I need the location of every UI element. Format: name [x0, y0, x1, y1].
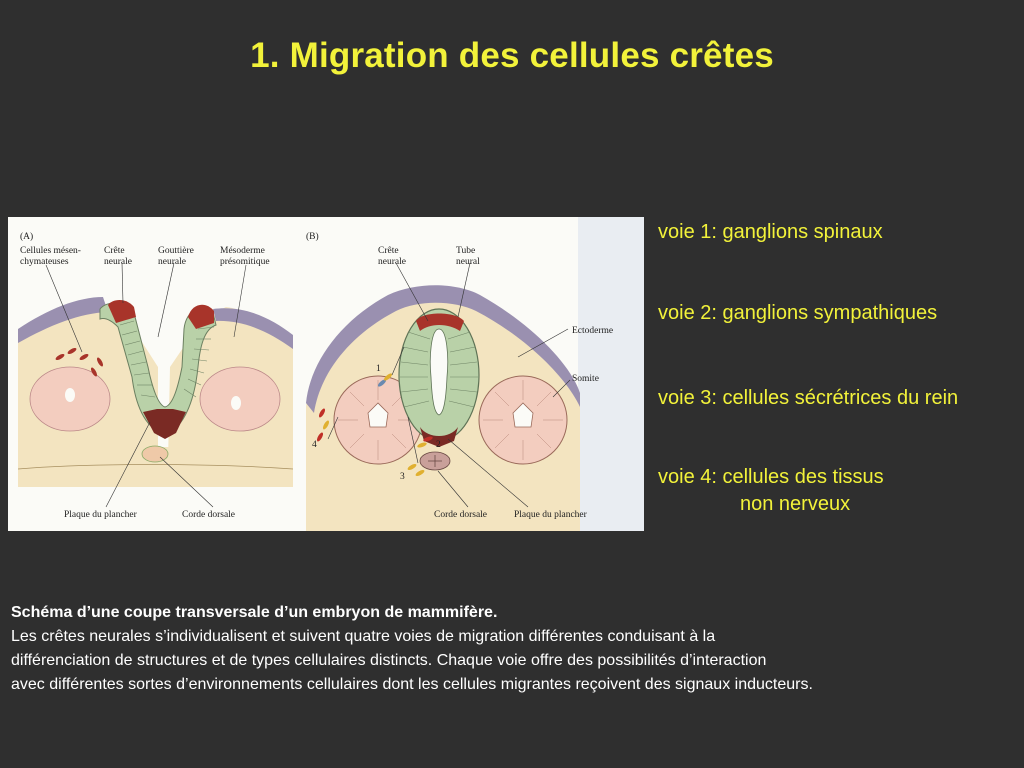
label-crete-a-1: Crête — [104, 246, 125, 256]
caption-line-1: Les crêtes neurales s’individualisent et suivent quatre voies de migration différentes conduisant à la — [11, 628, 716, 645]
label-crete-b-2: neurale — [378, 257, 406, 267]
presomitic-left-center — [65, 388, 75, 402]
label-mesoderme-2: présomitique — [220, 257, 270, 267]
label-somite: Somite — [572, 374, 599, 384]
label-corde-b: Corde dorsale — [434, 510, 488, 520]
panel-b — [306, 231, 613, 531]
label-plaque-a: Plaque du plancher — [64, 510, 137, 520]
label-gouttiere-2: neurale — [158, 257, 186, 267]
label-gouttiere-1: Gouttière — [158, 246, 194, 256]
route-4-label — [658, 464, 884, 518]
route-number-4: 4 — [312, 440, 317, 450]
label-cellules-2: chymateuses — [20, 257, 69, 267]
label-ectoderme: Ectoderme — [572, 326, 614, 336]
route-number-1: 1 — [376, 364, 381, 374]
route-4-line-1: voie 4: cellules des tissus — [658, 466, 884, 488]
route-1-label: voie 1: ganglions spinaux — [658, 221, 883, 243]
route-number-2: 2 — [436, 440, 441, 450]
label-plaque-b: Plaque du plancher — [514, 510, 587, 520]
caption — [11, 601, 1016, 697]
caption-line-3: avec différentes sortes d’environnements cellulaires dont les cellules migrantes reçoivent des signaux inducteurs. — [11, 676, 813, 693]
diagram-svg — [8, 217, 644, 531]
label-corde-a: Corde dorsale — [182, 510, 236, 520]
route-number-3: 3 — [400, 472, 405, 482]
panel-a — [18, 231, 293, 520]
label-crete-a-2: neurale — [104, 257, 132, 267]
caption-heading: Schéma d’une coupe transversale d’un embryon de mammifère. — [11, 604, 498, 621]
caption-line-2: différenciation de structures et de types cellulaires distincts. Chaque voie offre des possibilités d’interaction — [11, 652, 767, 669]
notochord-a — [142, 446, 168, 462]
label-tube-2: neural — [456, 257, 480, 267]
label-mesoderme-1: Mésoderme — [220, 246, 265, 256]
label-cellules-1: Cellules mésen- — [20, 246, 81, 256]
label-tube-1: Tube — [456, 246, 476, 256]
panel-a-tag: (A) — [20, 232, 34, 242]
route-2-label: voie 2: ganglions sympathiques — [658, 302, 938, 324]
route-4-line-2: non nerveux — [740, 493, 851, 515]
panel-b-tag: (B) — [306, 232, 319, 242]
slide-title: 1. Migration des cellules crêtes — [250, 36, 774, 75]
presomitic-right-center — [231, 396, 241, 410]
route-3-label: voie 3: cellules sécrétrices du rein — [658, 387, 959, 409]
embryo-cross-section-figure — [8, 217, 644, 531]
label-crete-b-1: Crête — [378, 246, 399, 256]
